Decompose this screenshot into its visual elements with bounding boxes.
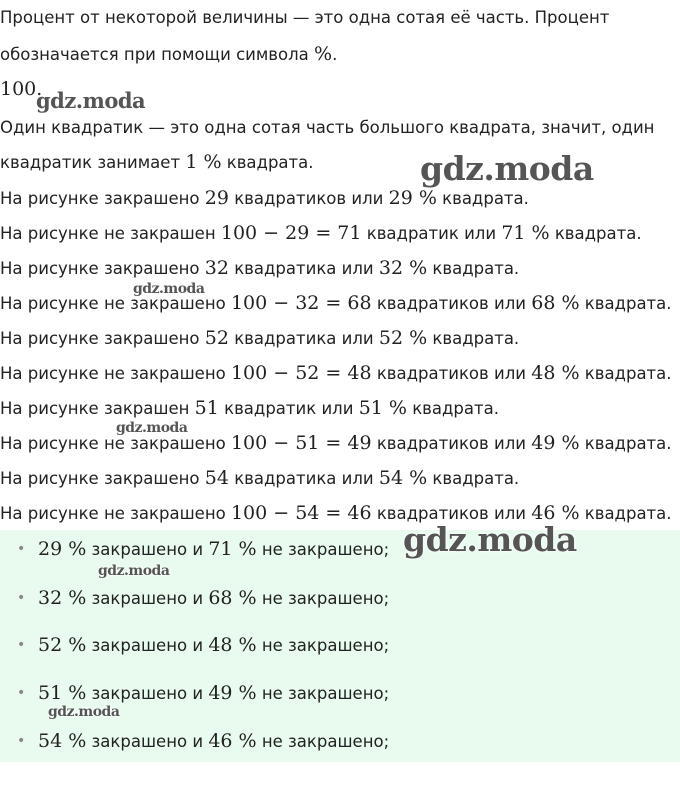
sentence-text: На рисунке закрашен	[0, 399, 195, 418]
watermark: gdz.moda	[116, 420, 188, 436]
shaded-line	[0, 186, 529, 211]
math-value: 52 %	[38, 634, 87, 656]
sentence-text: квадрата.	[579, 504, 672, 523]
sentence-text: квадрата.	[406, 399, 499, 418]
sentence-text: квадрата.	[427, 469, 520, 488]
math-value: 54	[204, 467, 229, 489]
math-value: 100 − 52 = 48	[230, 362, 372, 384]
sentence-text: На рисунке закрашено	[0, 189, 205, 208]
math-value: 32 %	[38, 587, 87, 609]
watermark: gdz.moda	[98, 563, 170, 579]
shaded-line	[0, 256, 519, 281]
sentence-text: квадратик или	[218, 399, 359, 418]
summary-word: закрашено и	[86, 732, 209, 751]
math-value: 48 %	[208, 634, 257, 656]
intro-number: 100.	[0, 78, 43, 100]
math-value: 52 %	[378, 327, 428, 349]
math-value: 46 %	[531, 502, 580, 524]
math-value: 51 %	[38, 682, 87, 704]
sentence-text: На рисунке закрашено	[0, 469, 205, 488]
shaded-line	[0, 326, 519, 351]
math-value: 54 %	[378, 467, 428, 489]
intro-text: .	[332, 45, 338, 64]
unshaded-line	[0, 221, 642, 246]
bullet-icon: •	[17, 685, 26, 701]
bullet-icon: •	[17, 733, 26, 749]
sentence-text: На рисунке не закрашено	[0, 364, 231, 383]
sentence-text: На рисунке закрашено	[0, 329, 205, 348]
summary-word: не закрашено;	[256, 589, 390, 608]
summary-word: не закрашено;	[256, 684, 390, 703]
sentence-text: квадрата.	[549, 224, 642, 243]
watermark: gdz.moda	[403, 520, 577, 559]
sentence-text: На рисунке не закрашено	[0, 504, 231, 523]
math-value: 51 %	[358, 397, 407, 419]
math-value: 29 %	[38, 538, 87, 560]
square-text: квадрата.	[221, 153, 314, 172]
math-value: 1 %	[185, 151, 222, 173]
math-value: 51	[194, 397, 219, 419]
sentence-text: квадратик или	[361, 224, 502, 243]
summary-word: закрашено и	[86, 540, 209, 559]
sentence-text: квадратиков или	[371, 294, 532, 313]
shaded-line	[0, 396, 499, 421]
square-line-1	[0, 116, 654, 140]
sentence-text: квадрата.	[427, 259, 520, 278]
math-value: 29 %	[388, 187, 437, 209]
sentence-text: квадрата.	[579, 364, 672, 383]
math-value: 54 %	[38, 730, 87, 752]
sentence-text: квадрата.	[436, 189, 529, 208]
watermark: gdz.moda	[36, 88, 146, 113]
sentence-text: квадратиков или	[371, 504, 532, 523]
sentence-text: квадрата.	[427, 329, 520, 348]
shaded-line	[0, 466, 519, 491]
math-value: 100 − 32 = 68	[230, 292, 372, 314]
unshaded-line	[0, 361, 672, 386]
math-value: 32 %	[378, 257, 428, 279]
math-value: 68 %	[531, 292, 580, 314]
sentence-text: квадрата.	[579, 434, 672, 453]
unshaded-line	[0, 431, 672, 456]
summary-text	[38, 585, 389, 612]
math-value: 68 %	[208, 587, 257, 609]
summary-text	[38, 680, 389, 707]
summary-text	[38, 632, 389, 659]
math-value: 71 %	[501, 222, 550, 244]
sentence-text: квадратика или	[228, 259, 379, 278]
bullet-icon: •	[17, 541, 26, 557]
square-text: квадратик занимает	[0, 153, 186, 172]
intro-text: обозначается при помощи символа	[0, 45, 315, 64]
sentence-text: квадратиков или	[371, 434, 532, 453]
watermark: gdz.moda	[420, 149, 594, 188]
math-value: 46 %	[208, 730, 257, 752]
math-value: 100 − 51 = 49	[230, 432, 372, 454]
math-value: 52	[204, 327, 229, 349]
summary-word: не закрашено;	[256, 732, 390, 751]
sentence-text: На рисунке не закрашен	[0, 224, 221, 243]
summary-word: закрашено и	[86, 589, 209, 608]
sentence-text: квадратиков или	[371, 364, 532, 383]
math-value: 100 − 54 = 46	[230, 502, 372, 524]
percent-symbol: %	[314, 43, 333, 65]
math-value: 48 %	[531, 362, 580, 384]
summary-word: не закрашено;	[256, 540, 390, 559]
summary-word: не закрашено;	[256, 636, 390, 655]
sentence-text: квадратика или	[228, 329, 379, 348]
sentence-text: На рисунке не закрашено	[0, 434, 231, 453]
math-value: 49 %	[208, 682, 257, 704]
math-value: 71 %	[208, 538, 257, 560]
summary-word: закрашено и	[86, 684, 209, 703]
sentence-text: квадратика или	[228, 469, 379, 488]
bullet-icon: •	[17, 637, 26, 653]
watermark: gdz.moda	[133, 281, 205, 297]
watermark: gdz.moda	[48, 704, 120, 720]
bullet-icon: •	[17, 590, 26, 606]
summary-text	[38, 728, 389, 755]
summary-word: закрашено и	[86, 636, 209, 655]
math-value: 32	[204, 257, 229, 279]
sentence-text: На рисунке закрашено	[0, 259, 205, 278]
math-value: 29	[204, 187, 229, 209]
math-value: 49 %	[531, 432, 580, 454]
sentence-text: квадрата.	[579, 294, 672, 313]
sentence-text: квадратиков или	[228, 189, 389, 208]
math-value: 100 − 29 = 71	[220, 222, 362, 244]
intro-line-1	[0, 6, 609, 30]
intro-text: Процент от некоторой величины — это одна сотая её часть. Процент	[0, 8, 610, 27]
sentence-text: На рисунке не закрашено	[0, 294, 231, 313]
summary-text	[38, 536, 389, 563]
unshaded-line	[0, 291, 672, 316]
square-text: Один квадратик — это одна сотая часть большого квадрата, значит, один	[0, 118, 655, 137]
intro-line-2	[0, 42, 337, 67]
square-line-2	[0, 150, 314, 175]
